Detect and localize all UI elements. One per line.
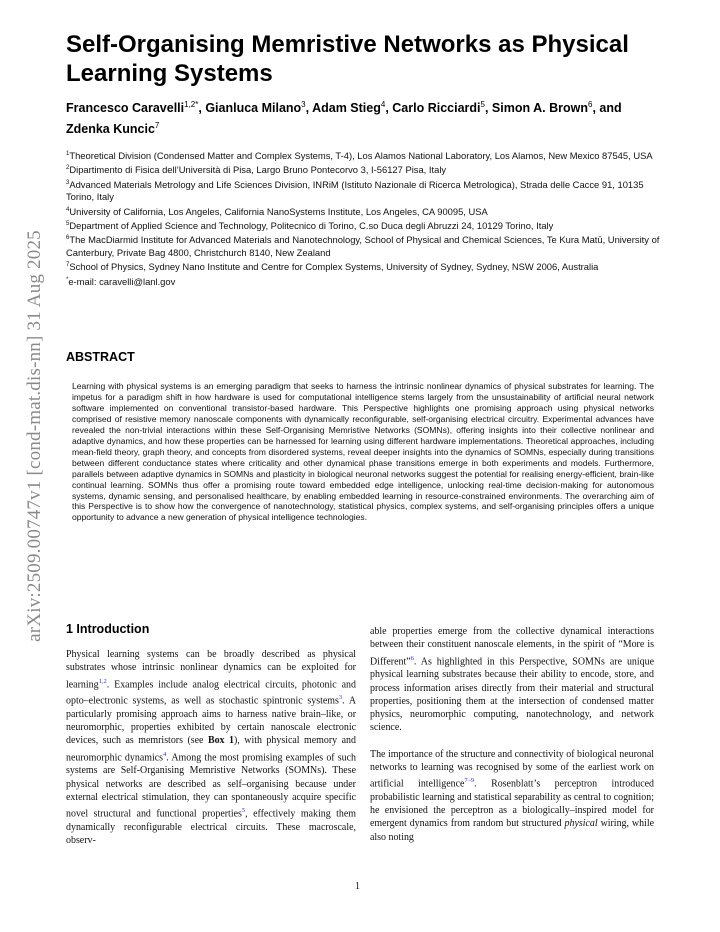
author-affiliation-mark: 3 <box>301 100 306 109</box>
affiliation-item <box>66 148 666 162</box>
author-name: Gianluca Milano <box>205 101 302 116</box>
author-name: Francesco Caravelli <box>66 101 185 116</box>
author-name: Adam Stieg <box>312 101 381 116</box>
intro-paragraph-1-continued <box>370 625 654 735</box>
affiliation-item <box>66 259 666 273</box>
affiliation-mark: 3 <box>66 179 70 186</box>
affiliation-mark: 7 <box>66 262 70 269</box>
affiliation-item <box>66 204 666 218</box>
affiliation-item <box>66 177 666 204</box>
arxiv-identifier: arXiv:2509.00747v1 [cond-mat.dis-nn] 31 Aug 2025 <box>24 230 45 642</box>
affiliation-mark: 4 <box>66 206 70 213</box>
affiliation-text: Department of Applied Science and Technology, Politecnico di Torino, C.so Duca degli Abruzzi 24, 10129 Torino, Italy <box>69 220 554 232</box>
author-affiliation-mark: 4 <box>380 100 386 109</box>
citation-ref: 7–9 <box>464 777 475 785</box>
box-reference: Box 1 <box>207 735 234 747</box>
citation-ref: 6 <box>410 654 414 662</box>
body-text: . As highlighted in this Perspective, SOMNs are unique physical learning substrates because their ability to encode, store, and process information arises directly from their material and structural properties, positioning them at the intersection of condensed matter physics, neuromorphic computing, nanotechnology, and network science. <box>370 655 654 734</box>
author-name: Simon A. Brown <box>491 101 588 116</box>
author-list: Francesco Caravelli$^{1,2*}$, Gianluca Milano$^3$, Adam Stieg$^4$, Carlo Ricciardi$^5$, Simon A. Brown$^6$, and Zdenka Kuncic$^7$ <box>66 100 622 137</box>
affiliation-item <box>66 232 666 259</box>
body-column-right <box>370 625 654 844</box>
abstract-text: Learning with physical systems is an emerging paradigm that seeks to harness the intrinsic nonlinear dynamics of physical substrates for learning. The impetus for a paradigm shift in how hardware is used for computational intelligence stems largely from the unsustainability of artificial neural network software implemented on conventional transistor-based hardware. This Perspective highlights one promising approach using physical networks comprised of resistive memory nanoscale components with dynamically reconfigurable, self-organising electrical circuitry. Experimental advances have revealed the non-trivial interactions within these Self-Organising Memristive Networks (SOMNs), offering insights into their collective nonlinear and adaptive dynamics, and how these properties can be harnessed for learning using different hardware implementations. Theoretical approaches, including mean-field theory, graph theory, and concepts from disordered systems, reveal deeper insights into the dynamics of SOMNs, especially during transitions between different conductance states where criticality and other dynamical phase transitions emerge in both experiments and models. Furthermore, parallels between adaptive dynamics in SOMNs and plasticity in biological neuronal networks suggest the potential for realising energy-efficient, brain-like continual learning. SOMNs thus offer a promising route toward embedded edge intelligence, unlocking real-time decision-making for autonomous systems, dynamic sensing, and personalised healthcare, by enabling embedded learning in resource-constrained environments. The overarching aim of this Perspective is to show how the convergence of nanotechnology, statistical physics, complex systems, and self-organising principles offers a unique opportunity to advance a new generation of physical intelligence technologies. <box>72 381 654 523</box>
affiliation-text: Theoretical Division (Condensed Matter and Complex Systems, T-4), Los Alamos National Laboratory, Los Alamos, New Mexico 87545, USA <box>69 150 653 162</box>
affiliation-mark: * <box>66 276 69 283</box>
intro-paragraph-2 <box>370 748 654 844</box>
affiliation-mark: 1 <box>66 151 70 157</box>
citation-ref: 4 <box>163 750 167 758</box>
body-text: ), with physical memory and neuromorphic dynamics <box>66 735 356 764</box>
body-text: . A particularly promising approach aims to harness native brain–like, or neuromorphic, properties exhibited by certain nanoscale electronic devices, such as memristors (see <box>66 695 356 747</box>
affiliation-text: Advanced Materials Metrology and Life Sciences Division, INRiM (Istituto Nazionale di Ricerca Metrologica), Strada delle Cacce 91, 10135 Torino, Italy <box>66 178 644 203</box>
intro-paragraph-1 <box>66 648 356 847</box>
arxiv-side-stamp <box>22 206 48 666</box>
author-name: Carlo Ricciardi <box>392 101 481 116</box>
affiliation-item <box>66 218 666 232</box>
body-column-left <box>66 648 356 847</box>
affiliation-mark: 6 <box>66 235 70 242</box>
body-text: . Rosenblatt’s perceptron introduced probabilistic learning and statistical separability as central to cognition; he envisioned the perceptron as a biologically–inspired model for emergent dynamics from random but structured <box>370 778 654 830</box>
body-text: able properties emerge from the collective dynamical interactions between their constituent nanoscale elements, in the spirit of “More is Different” <box>370 626 654 667</box>
page-number: 1 <box>355 881 360 892</box>
affiliation-text: School of Physics, Sydney Nano Institute and Centre for Complex Systems, University of Sydney, Sydney, NSW 2006, Australia <box>69 261 599 273</box>
author-affiliation-mark: 5 <box>480 100 485 109</box>
section-heading-introduction: 1 Introduction <box>66 622 150 636</box>
affiliation-item <box>66 162 666 176</box>
affiliation-item <box>66 274 666 288</box>
body-text: wiring, while also noting <box>370 818 654 843</box>
affiliation-text: e-mail: caravelli@lanl.gov <box>68 275 176 287</box>
citation-ref: 3 <box>338 694 343 702</box>
affiliation-text: The MacDiarmid Institute for Advanced Materials and Nanotechnology, School of Physical and Chemical Sciences, Te Kura Matū, University of Canterbury, Private Bag 4800, Christchurch 8140, New Zealand <box>66 234 660 258</box>
affiliation-text: University of California, Los Angeles, California NanoSystems Institute, Los Angeles, CA 90095, USA <box>69 205 488 217</box>
author-affiliation-mark: 6 <box>588 100 593 109</box>
affiliation-mark: 5 <box>66 220 70 227</box>
affiliation-list <box>66 148 666 288</box>
author-affiliation-mark: 1,2* <box>184 100 199 109</box>
citation-ref: 5 <box>241 807 246 815</box>
citation-ref: 1,2 <box>98 677 107 685</box>
affiliation-text: Dipartimento di Fisica dell’Università di Pisa, Largo Bruno Pontecorvo 3, I-56127 Pisa, Italy <box>69 164 447 176</box>
body-text: . Examples include analog electrical circuits, photonic and opto–electronic systems, as well as stochastic spintronic systems <box>66 678 356 707</box>
paper-title: Self-Organising Memristive Networks as Physical Learning Systems <box>66 31 629 87</box>
affiliation-mark: 2 <box>66 165 70 172</box>
author-affiliation-mark: 7 <box>154 121 160 131</box>
body-text: , effectively making them dynamically reconfigurable electrical circuits. These macroscale, observ- <box>66 808 357 847</box>
emphasis-text: physical <box>564 818 598 830</box>
author-name: Zdenka Kuncic <box>66 122 155 137</box>
body-text: . Among the most promising examples of such systems are Self-Organising Memristive Networks (SOMNs). These physical networks are described as self–organising because under external electrical stimulation, they can spontaneously acquire specific novel structural and functional properties <box>66 752 356 820</box>
abstract-heading: ABSTRACT <box>66 350 135 364</box>
body-text: The importance of the structure and connectivity of biological neuronal networks to learning was recognised by some of the earliest work on artificial intelligence <box>370 748 654 790</box>
body-text: Physical learning systems can be broadly described as physical substrates whose intrinsic nonlinear dynamics can be exploited for learning <box>66 649 356 690</box>
